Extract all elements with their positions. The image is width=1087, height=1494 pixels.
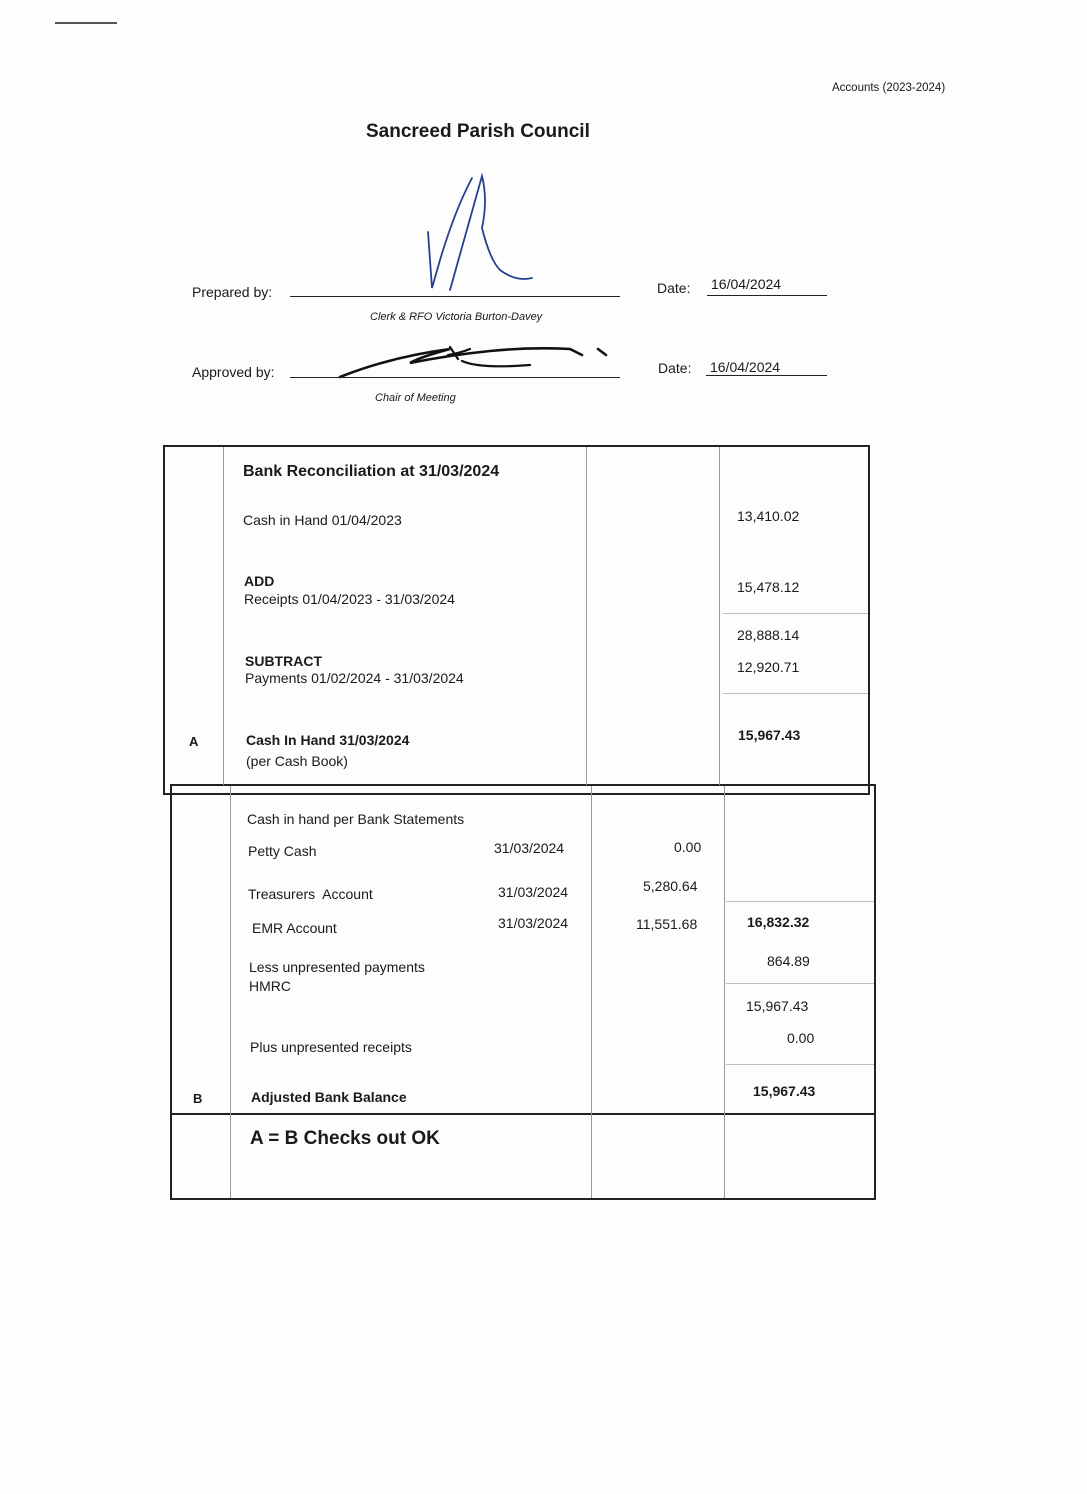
adjusted-bank-balance-label: Adjusted Bank Balance — [251, 1089, 407, 1105]
cash-in-hand-open-value: 13,410.02 — [737, 508, 800, 524]
col-divider-1b — [230, 786, 231, 1198]
prepared-signature-line — [290, 296, 620, 297]
accounts-total-value: 16,832.32 — [747, 914, 810, 930]
section-b-marker: B — [193, 1091, 203, 1106]
receipts-label: Receipts 01/04/2023 - 31/03/2024 — [244, 591, 455, 607]
payments-value: 12,920.71 — [737, 659, 800, 675]
cash-in-hand-close-value: 15,967.43 — [738, 727, 801, 743]
account-name-petty-cash: Petty Cash — [248, 843, 317, 859]
check-row-divider — [171, 1113, 875, 1115]
subtotal-rule-4 — [726, 983, 874, 984]
scan-mark — [55, 22, 117, 24]
approved-date-label: Date: — [658, 360, 692, 376]
prepared-date-value: 16/04/2024 — [711, 276, 782, 292]
col-divider-2a — [586, 447, 587, 785]
subtotal-value: 28,888.14 — [737, 627, 800, 643]
add-label: ADD — [244, 573, 275, 589]
plus-unpresented-value: 0.00 — [787, 1030, 815, 1046]
subtract-label: SUBTRACT — [245, 653, 322, 669]
less-unpresented-value: 864.89 — [767, 953, 810, 969]
col-divider-3b — [724, 786, 725, 1198]
approved-by-caption: Chair of Meeting — [375, 392, 456, 404]
bank-statements-heading: Cash in hand per Bank Statements — [247, 811, 465, 827]
check-result: A = B Checks out OK — [250, 1128, 440, 1149]
account-amount-petty-cash: 0.00 — [674, 839, 702, 855]
receipts-value: 15,478.12 — [737, 579, 800, 595]
reconciliation-heading: Bank Reconciliation at 31/03/2024 — [243, 463, 500, 480]
cash-in-hand-close-label: Cash In Hand 31/03/2024 — [246, 732, 410, 748]
account-name-emr: EMR Account — [252, 920, 337, 936]
adjusted-bank-balance-value: 15,967.43 — [753, 1083, 816, 1099]
approved-date-value: 16/04/2024 — [710, 359, 781, 375]
payments-label: Payments 01/02/2024 - 31/03/2024 — [245, 670, 464, 686]
account-date-treasurers: 31/03/2024 — [498, 884, 569, 900]
plus-unpresented-label: Plus unpresented receipts — [250, 1039, 412, 1055]
approved-signature-line — [290, 377, 620, 378]
col-divider-2b — [591, 786, 592, 1198]
accounts-period-tag: Accounts (2023-2024) — [832, 82, 946, 94]
prepared-date-label: Date: — [657, 280, 691, 296]
cash-in-hand-open-label: Cash in Hand 01/04/2023 — [243, 512, 402, 528]
account-date-emr: 31/03/2024 — [498, 915, 569, 931]
subtotal-rule-3 — [726, 901, 874, 902]
prepared-signature — [420, 170, 550, 295]
subtotal-rule-1 — [723, 613, 868, 614]
prepared-by-caption: Clerk & RFO Victoria Burton-Davey — [370, 311, 543, 323]
hmrc-label: HMRC — [249, 978, 291, 994]
col-divider-1a — [223, 447, 224, 785]
approved-date-line — [706, 375, 827, 376]
approved-by-label: Approved by: — [192, 364, 275, 380]
subtotal-rule-5 — [726, 1064, 874, 1065]
less-unpresented-label: Less unpresented payments — [249, 959, 425, 975]
account-date-petty-cash: 31/03/2024 — [494, 840, 565, 856]
col-divider-3a — [719, 447, 720, 785]
council-name: Sancreed Parish Council — [366, 121, 590, 142]
account-amount-emr: 11,551.68 — [636, 916, 698, 932]
account-amount-treasurers: 5,280.64 — [643, 878, 698, 894]
after-less-value: 15,967.43 — [746, 998, 809, 1014]
section-a-marker: A — [189, 734, 199, 749]
per-cash-book-label: (per Cash Book) — [246, 753, 348, 769]
prepared-by-label: Prepared by: — [192, 284, 273, 300]
subtotal-rule-2 — [723, 693, 868, 694]
prepared-date-line — [707, 295, 827, 296]
account-name-treasurers: Treasurers Account — [248, 886, 373, 902]
